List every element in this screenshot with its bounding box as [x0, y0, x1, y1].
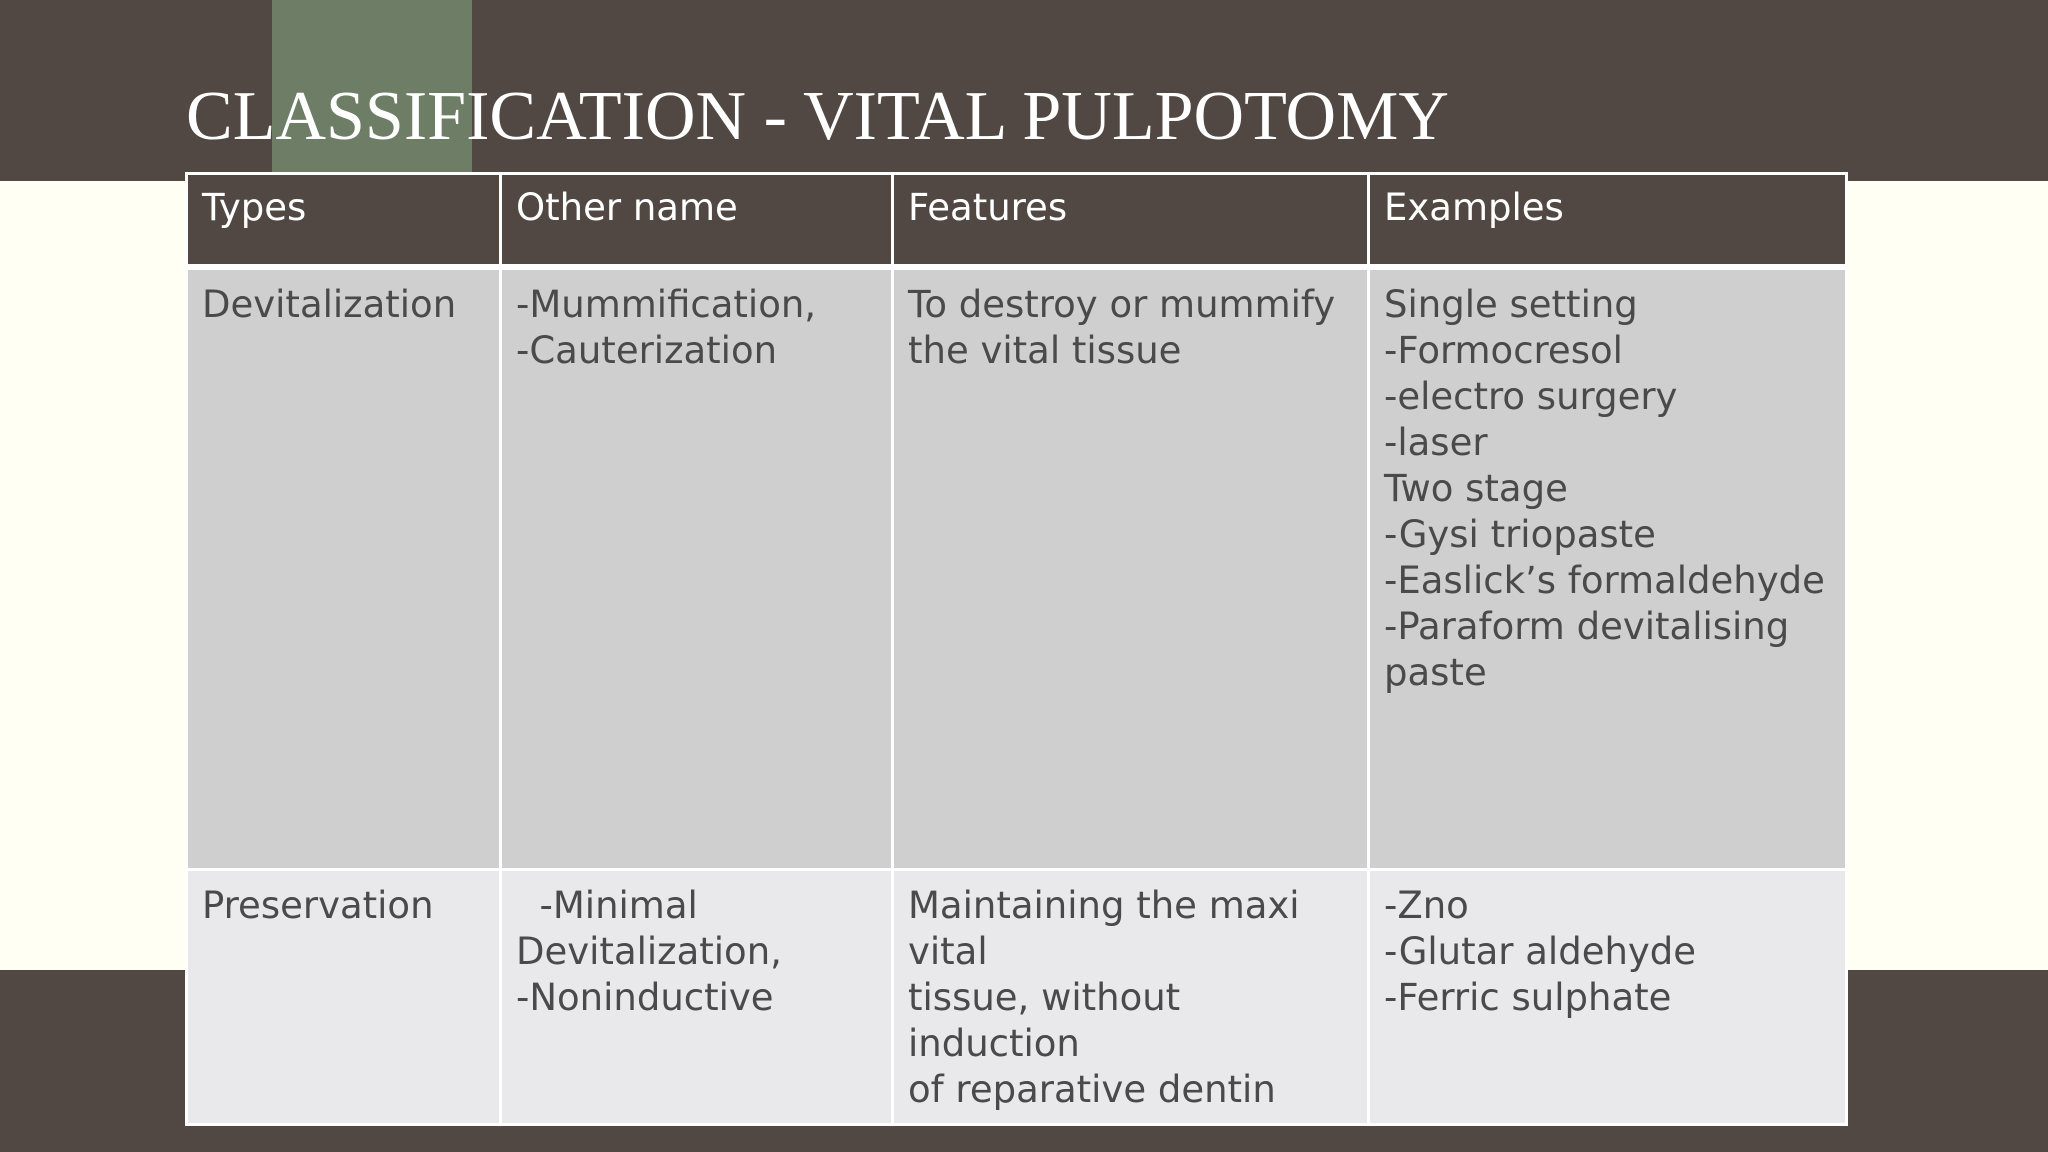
line: tissue, without induction — [908, 976, 1181, 1065]
line: the vital tissue — [908, 328, 1182, 372]
line: -Formocresol — [1384, 328, 1623, 372]
line: -Gysi triopaste — [1384, 512, 1656, 556]
table-row-devitalization — [187, 267, 1847, 870]
slide-title: CLASSIFICATION - VITAL PULPOTOMY — [186, 78, 1449, 155]
line: -Zno — [1384, 884, 1469, 927]
line: Single setting — [1384, 282, 1638, 326]
table-header-row — [187, 174, 1847, 267]
cell-features — [893, 267, 1369, 870]
line: -laser — [1384, 420, 1488, 464]
header-types: Types — [187, 174, 501, 267]
line: -electro surgery — [1384, 374, 1678, 418]
line: paste — [1384, 650, 1487, 694]
line: -Paraform devitalising — [1384, 604, 1790, 648]
cell-other-name — [501, 267, 893, 870]
cell-type: Devitalization — [187, 267, 501, 870]
table-row-preservation — [187, 870, 1847, 1125]
classification-table — [185, 172, 1848, 1126]
line: To destroy or mummify — [908, 282, 1336, 326]
line: Devitalization, — [516, 930, 782, 973]
header-examples: Examples — [1369, 174, 1847, 267]
line: Maintaining the maxi vital — [908, 884, 1300, 973]
header-other-name: Other name — [501, 174, 893, 267]
cell-examples — [1369, 870, 1847, 1125]
line: -Ferric sulphate — [1384, 976, 1672, 1019]
cell-other-name — [501, 870, 893, 1125]
line: of reparative dentin — [908, 1068, 1276, 1111]
line: -Minimal — [516, 884, 698, 927]
line: -Noninductive — [516, 976, 774, 1019]
line: -Easlick’s formaldehyde — [1384, 558, 1825, 602]
cell-features — [893, 870, 1369, 1125]
line: -Mummification, — [516, 282, 817, 326]
line: -Cauterization — [516, 328, 778, 372]
cell-examples — [1369, 267, 1847, 870]
line: -Glutar aldehyde — [1384, 930, 1697, 973]
header-features: Features — [893, 174, 1369, 267]
cell-type: Preservation — [187, 870, 501, 1125]
line: Two stage — [1384, 466, 1568, 510]
